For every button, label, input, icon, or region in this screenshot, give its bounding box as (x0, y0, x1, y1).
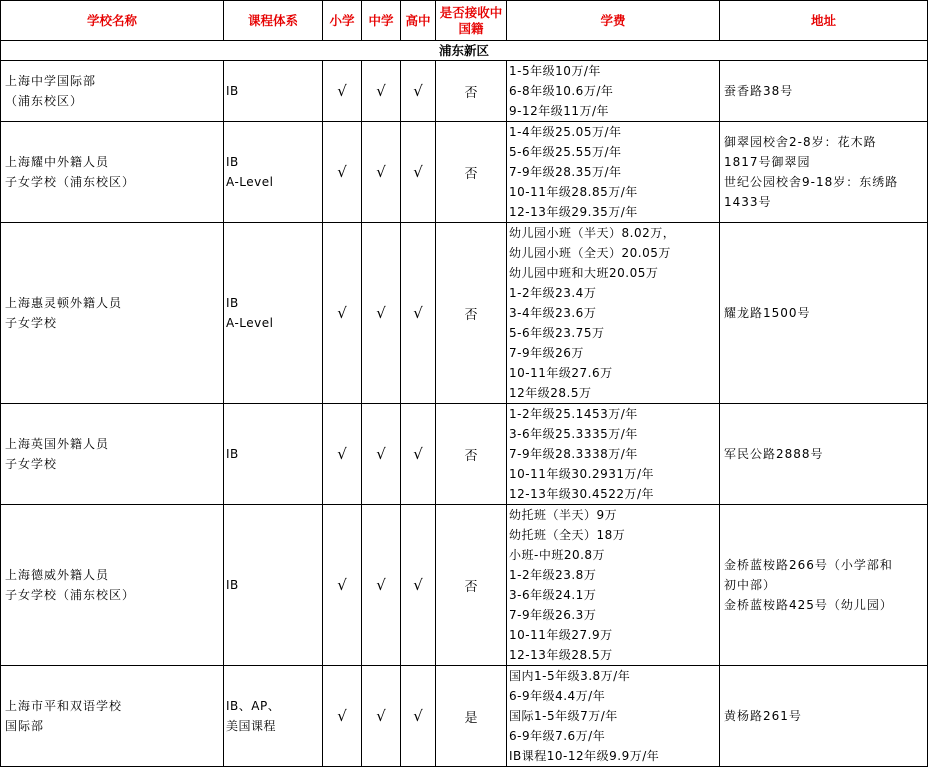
address-cell (720, 404, 928, 505)
table-row (1, 404, 928, 505)
tuition-cell-line: 7-9年级26.3万 (509, 608, 597, 622)
school-name-cell-line: 国际部 (5, 719, 45, 733)
table-row (1, 666, 928, 767)
curriculum-cell (224, 404, 323, 505)
school-name-cell-line: 子女学校 (5, 457, 58, 471)
tuition-cell (507, 404, 720, 505)
header-accept-chinese: 是否接收中国籍 (436, 1, 507, 41)
curriculum-cell-line: IB (226, 447, 239, 461)
school-name-cell-line: 上海耀中外籍人员 (5, 155, 110, 169)
middle-check-icon: √ (362, 505, 401, 666)
tuition-cell-line: 1-2年级23.8万 (509, 568, 597, 582)
school-name-cell (1, 666, 224, 767)
address-cell (720, 666, 928, 767)
school-name-cell-line: 上海英国外籍人员 (5, 437, 110, 451)
tuition-cell-line: 1-4年级25.05万/年 (509, 125, 622, 139)
region-label: 浦东新区 (1, 41, 928, 61)
header-school-name: 学校名称 (1, 1, 224, 41)
tuition-cell-line: 6-9年级4.4万/年 (509, 689, 606, 703)
curriculum-cell (224, 505, 323, 666)
primary-check-icon: √ (323, 223, 362, 404)
tuition-cell-line: 10-11年级27.9万 (509, 628, 613, 642)
primary-check-icon: √ (323, 666, 362, 767)
address-cell-line: 世纪公园校舍9-18岁：东绣路 (724, 175, 899, 189)
tuition-cell-line: 7-9年级28.35万/年 (509, 165, 622, 179)
curriculum-cell (224, 223, 323, 404)
tuition-cell-line: 7-9年级26万 (509, 346, 584, 360)
tuition-cell (507, 505, 720, 666)
school-name-cell-line: 上海中学国际部 (5, 74, 97, 88)
tuition-cell-line: 3-6年级24.1万 (509, 588, 597, 602)
tuition-cell-line: 6-9年级7.6万/年 (509, 729, 606, 743)
tuition-cell-line: 12-13年级28.5万 (509, 648, 613, 662)
curriculum-cell-line: A-Level (226, 316, 274, 330)
address-cell-line: 黄杨路261号 (724, 709, 802, 723)
header-primary: 小学 (323, 1, 362, 41)
accept-chinese-cell: 否 (436, 505, 507, 666)
tuition-cell-line: 12-13年级30.4522万/年 (509, 487, 655, 501)
accept-chinese-cell: 否 (436, 404, 507, 505)
middle-check-icon: √ (362, 122, 401, 223)
school-name-cell-line: 子女学校（浦东校区） (5, 588, 136, 602)
primary-check-icon: √ (323, 122, 362, 223)
tuition-cell-line: 12-13年级29.35万/年 (509, 205, 638, 219)
tuition-cell-line: 幼托班（全天）18万 (509, 528, 626, 542)
curriculum-cell-line: IB (226, 296, 239, 310)
tuition-cell-line: 1-5年级10万/年 (509, 64, 601, 78)
address-cell (720, 61, 928, 122)
address-cell-line: 1433号 (724, 195, 772, 209)
school-name-cell (1, 61, 224, 122)
high-check-icon: √ (401, 404, 436, 505)
address-cell-line: 金桥蓝桉路425号（幼儿园） (724, 598, 893, 612)
tuition-cell (507, 61, 720, 122)
tuition-cell-line: 1-2年级25.1453万/年 (509, 407, 638, 421)
tuition-cell-line: 国际1-5年级7万/年 (509, 709, 618, 723)
tuition-cell (507, 122, 720, 223)
curriculum-cell-line: A-Level (226, 175, 274, 189)
tuition-cell-line: 10-11年级30.2931万/年 (509, 467, 655, 481)
address-cell-line: 1817号御翠园 (724, 155, 811, 169)
address-cell-line: 初中部） (724, 578, 777, 592)
school-name-cell-line: （浦东校区） (5, 94, 84, 108)
tuition-cell-line: 1-2年级23.4万 (509, 286, 597, 300)
middle-check-icon: √ (362, 223, 401, 404)
tuition-cell (507, 223, 720, 404)
accept-chinese-cell: 否 (436, 223, 507, 404)
curriculum-cell-line: IB (226, 84, 239, 98)
school-name-cell (1, 122, 224, 223)
address-cell-line: 蚕香路38号 (724, 84, 794, 98)
table-row (1, 61, 928, 122)
tuition-cell-line: 幼儿园小班（全天）20.05万 (509, 246, 671, 260)
middle-check-icon: √ (362, 666, 401, 767)
school-name-cell (1, 223, 224, 404)
curriculum-cell (224, 122, 323, 223)
tuition-cell-line: 幼儿园小班（半天）8.02万， (509, 226, 676, 240)
curriculum-cell-line: IB (226, 155, 239, 169)
tuition-cell-line: IB课程10-12年级9.9万/年 (509, 749, 660, 763)
school-name-cell-line: 上海惠灵顿外籍人员 (5, 296, 123, 310)
address-cell-line: 金桥蓝桉路266号（小学部和 (724, 558, 893, 572)
school-name-cell-line: 上海德威外籍人员 (5, 568, 110, 582)
high-check-icon: √ (401, 223, 436, 404)
address-cell-line: 耀龙路1500号 (724, 306, 811, 320)
high-check-icon: √ (401, 666, 436, 767)
address-cell (720, 223, 928, 404)
header-address: 地址 (720, 1, 928, 41)
curriculum-cell-line: IB、AP、 (226, 699, 281, 713)
tuition-cell-line: 9-12年级11万/年 (509, 104, 610, 118)
region-row (1, 41, 928, 61)
tuition-cell-line: 12年级28.5万 (509, 386, 592, 400)
school-name-cell (1, 404, 224, 505)
tuition-cell-line: 小班-中班20.8万 (509, 548, 606, 562)
tuition-cell-line: 幼儿园中班和大班20.05万 (509, 266, 659, 280)
tuition-cell-line: 国内1-5年级3.8万/年 (509, 669, 631, 683)
school-name-cell-line: 上海市平和双语学校 (5, 699, 123, 713)
table-row (1, 223, 928, 404)
accept-chinese-cell: 是 (436, 666, 507, 767)
curriculum-cell (224, 666, 323, 767)
school-name-cell (1, 505, 224, 666)
header-middle: 中学 (362, 1, 401, 41)
address-cell-line: 军民公路2888号 (724, 447, 824, 461)
tuition-cell-line: 3-4年级23.6万 (509, 306, 597, 320)
accept-chinese-cell: 否 (436, 122, 507, 223)
header-high: 高中 (401, 1, 436, 41)
tuition-cell-line: 幼托班（半天）9万 (509, 508, 618, 522)
accept-chinese-cell: 否 (436, 61, 507, 122)
address-cell (720, 505, 928, 666)
table-row (1, 505, 928, 666)
high-check-icon: √ (401, 505, 436, 666)
tuition-cell-line: 5-6年级25.55万/年 (509, 145, 622, 159)
tuition-cell-line: 10-11年级28.85万/年 (509, 185, 638, 199)
primary-check-icon: √ (323, 61, 362, 122)
school-name-cell-line: 子女学校 (5, 316, 58, 330)
middle-check-icon: √ (362, 404, 401, 505)
tuition-cell-line: 10-11年级27.6万 (509, 366, 613, 380)
address-cell (720, 122, 928, 223)
curriculum-cell-line: IB (226, 578, 239, 592)
middle-check-icon: √ (362, 61, 401, 122)
high-check-icon: √ (401, 61, 436, 122)
curriculum-cell-line: 美国课程 (226, 719, 277, 733)
tuition-cell-line: 6-8年级10.6万/年 (509, 84, 614, 98)
tuition-cell-line: 3-6年级25.3335万/年 (509, 427, 638, 441)
header-tuition: 学费 (507, 1, 720, 41)
primary-check-icon: √ (323, 505, 362, 666)
header-row (1, 1, 928, 41)
primary-check-icon: √ (323, 404, 362, 505)
header-curriculum: 课程体系 (224, 1, 323, 41)
curriculum-cell (224, 61, 323, 122)
address-cell-line: 御翠园校舍2-8岁：花木路 (724, 135, 877, 149)
high-check-icon: √ (401, 122, 436, 223)
tuition-cell-line: 7-9年级28.3338万/年 (509, 447, 638, 461)
school-name-cell-line: 子女学校（浦东校区） (5, 175, 136, 189)
tuition-cell (507, 666, 720, 767)
table-row (1, 122, 928, 223)
tuition-cell-line: 5-6年级23.75万 (509, 326, 605, 340)
